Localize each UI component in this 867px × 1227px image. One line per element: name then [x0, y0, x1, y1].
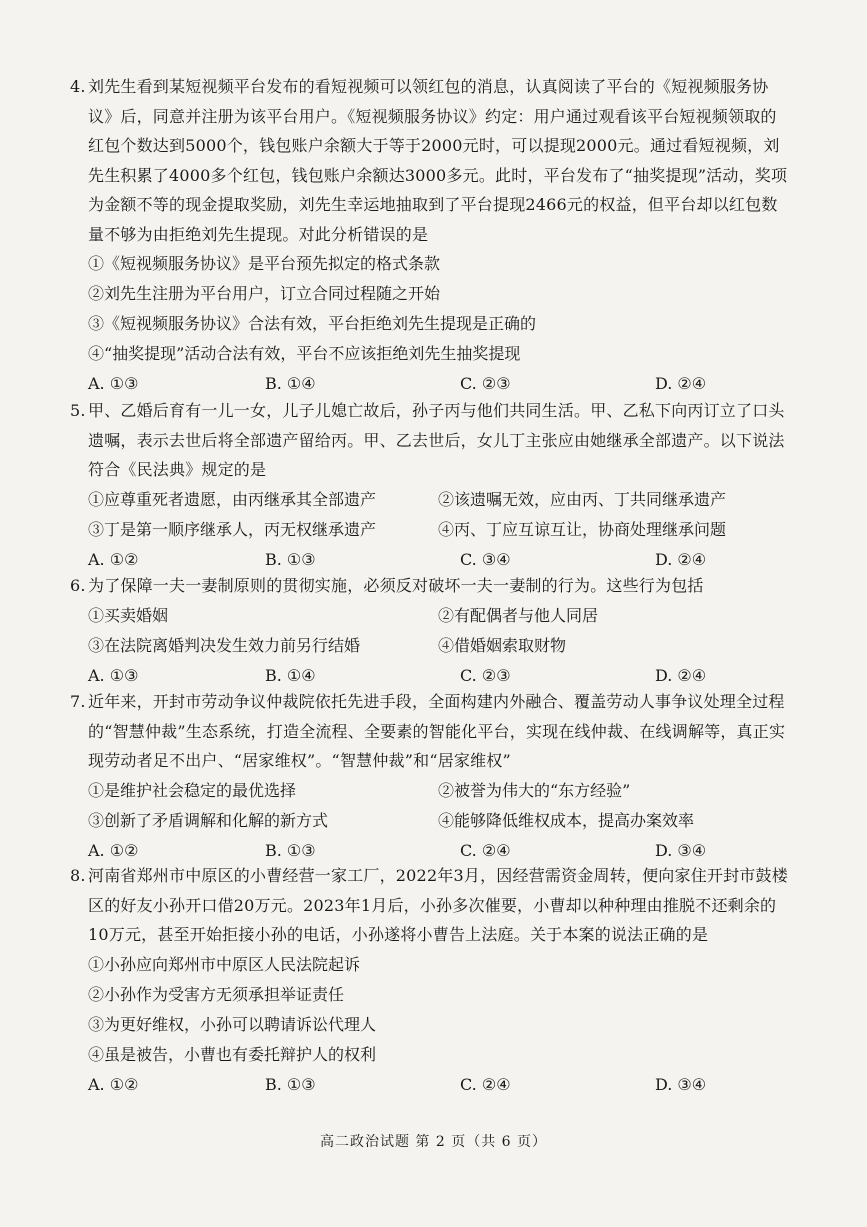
option-2: ②被誉为伟大的“东方经验”: [438, 780, 631, 800]
answer-b: B. ①③: [265, 840, 316, 860]
option-2: ②该遗嘱无效，应由丙、丁共同继承遗产: [438, 489, 727, 509]
option-row-1: [88, 485, 788, 515]
question-number: 5.: [70, 401, 86, 420]
option-row-2: [88, 515, 788, 545]
question-number: 8.: [70, 866, 86, 885]
answer-b: B. ①③: [265, 549, 316, 569]
answer-d: D. ②④: [655, 665, 707, 685]
answer-choices: [88, 661, 788, 691]
answer-d: D. ③④: [655, 1074, 707, 1094]
answer-c: C. ②③: [460, 374, 511, 393]
answer-b: B. ①③: [265, 1074, 316, 1094]
option-2: ②刘先生注册为平台用户，订立合同过程随之开始: [88, 284, 441, 303]
question-number: 7.: [70, 692, 86, 711]
option-4: ④虽是被告，小曹也有委托辩护人的权利: [88, 1044, 377, 1064]
option-1: ①小孙应向郑州市中原区人民法院起诉: [88, 954, 361, 974]
option-3: ③创新了矛盾调解和化解的新方式: [88, 810, 329, 830]
answer-c: C. ②③: [460, 665, 511, 685]
question-4: [70, 72, 788, 399]
question-text: 刘先生看到某短视频平台发布的看短视频可以领红包的消息，认真阅读了平台的《短视频服务协议》后，同意并注册为该平台用户。《短视频服务协议》约定：用户通过观看该平台短视频领取的红包个数达到5000个，钱包账户余额大于等于2000元时，可以提现2000元。通过看短视频，刘先生积累了4000多个红包，钱包账户余额达3000多元。此时，平台发布了“抽奖提现”活动，奖项为金额不等的现金提取奖励，刘先生幸运地抽取到了平台提现2466元的权益，但平台却以红包数量不够为由拒绝刘先生提现。对此分析错误的是: [88, 77, 788, 244]
option-row-2: [88, 806, 788, 836]
question-text: 河南省郑州市中原区的小曹经营一家工厂，2022年3月，因经营需资金周转，便向家住开封市鼓楼区的好友小孙开口借20万元。2023年1月后，小孙多次催要，小曹却以种种理由推脱不还剩余的10万元，甚至开始拒接小孙的电话，小孙遂将小曹告上法庭。关于本案的说法正确的是: [88, 866, 788, 944]
option-2: ②有配偶者与他人同居: [438, 605, 599, 625]
answer-c: C. ②④: [460, 1074, 511, 1094]
question-5: [70, 396, 788, 575]
answer-b: B. ①④: [265, 374, 316, 393]
answer-b: B. ①④: [265, 665, 316, 685]
answer-a: A. ①②: [88, 840, 139, 860]
option-row-2: [88, 631, 788, 661]
question-stem: [70, 396, 788, 485]
answer-choices: [88, 369, 788, 399]
question-8: [70, 861, 788, 1100]
question-number: 4.: [70, 77, 86, 96]
answer-c: C. ②④: [460, 840, 511, 860]
option-4: ④“抽奖提现”活动合法有效，平台不应该拒绝刘先生抽奖提现: [88, 344, 521, 363]
answer-choices: [88, 545, 788, 575]
answer-d: D. ②④: [655, 549, 707, 569]
question-7: [70, 687, 788, 866]
question-stem: [70, 571, 788, 601]
answer-a: A. ①②: [88, 1074, 139, 1094]
question-stem: [70, 861, 788, 950]
answer-d: D. ③④: [655, 840, 707, 860]
answer-d: D. ②④: [655, 374, 707, 393]
option-2: ②小孙作为受害方无须承担举证责任: [88, 984, 345, 1004]
option-row-1: [88, 601, 788, 631]
answer-a: A. ①③: [88, 374, 139, 393]
question-text: 为了保障一夫一妻制原则的贯彻实施，必须反对破坏一夫一妻制的行为。这些行为包括: [88, 576, 704, 595]
answer-a: A. ①②: [88, 549, 139, 569]
question-stem: [70, 72, 788, 249]
option-1: ①应尊重死者遗愿，由丙继承其全部遗产: [88, 489, 377, 509]
answer-choices: [88, 1070, 788, 1100]
option-1: ①《短视频服务协议》是平台预先拟定的格式条款: [88, 254, 441, 273]
option-4: ④丙、丁应互谅互让，协商处理继承问题: [438, 519, 727, 539]
question-text: 近年来，开封市劳动争议仲裁院依托先进手段，全面构建内外融合、覆盖劳动人事争议处理全过程的“智慧仲裁”生态系统，打造全流程、全要素的智能化平台，实现在线仲裁、在线调解等，真正实现劳动者足不出户、“居家维权”。“智慧仲裁”和“居家维权”: [88, 692, 786, 770]
option-3: ③《短视频服务协议》合法有效，平台拒绝刘先生提现是正确的: [88, 314, 537, 333]
answer-a: A. ①③: [88, 665, 139, 685]
question-stem: [70, 687, 788, 776]
option-1: ①是维护社会稳定的最优选择: [88, 780, 297, 800]
option-3: ③丁是第一顺序继承人，丙无权继承遗产: [88, 519, 377, 539]
option-row-1: [88, 776, 788, 806]
option-4: ④能够降低维权成本，提高办案效率: [438, 810, 695, 830]
question-6: [70, 571, 788, 691]
page-footer: 高二政治试题 第 2 页（共 6 页）: [319, 1134, 548, 1150]
option-3: ③在法院离婚判决发生效力前另行结婚: [88, 635, 361, 655]
option-4: ④借婚姻索取财物: [438, 635, 567, 655]
answer-c: C. ③④: [460, 549, 511, 569]
question-number: 6.: [70, 576, 86, 595]
option-1: ①买卖婚姻: [88, 605, 169, 625]
option-3: ③为更好维权，小孙可以聘请诉讼代理人: [88, 1014, 377, 1034]
question-text: 甲、乙婚后育有一儿一女，儿子儿媳亡故后，孙子丙与他们共同生活。甲、乙私下向丙订立了口头遗嘱，表示去世后将全部遗产留给丙。甲、乙去世后，女儿丁主张应由她继承全部遗产。以下说法符合《民法典》规定的是: [88, 401, 785, 479]
